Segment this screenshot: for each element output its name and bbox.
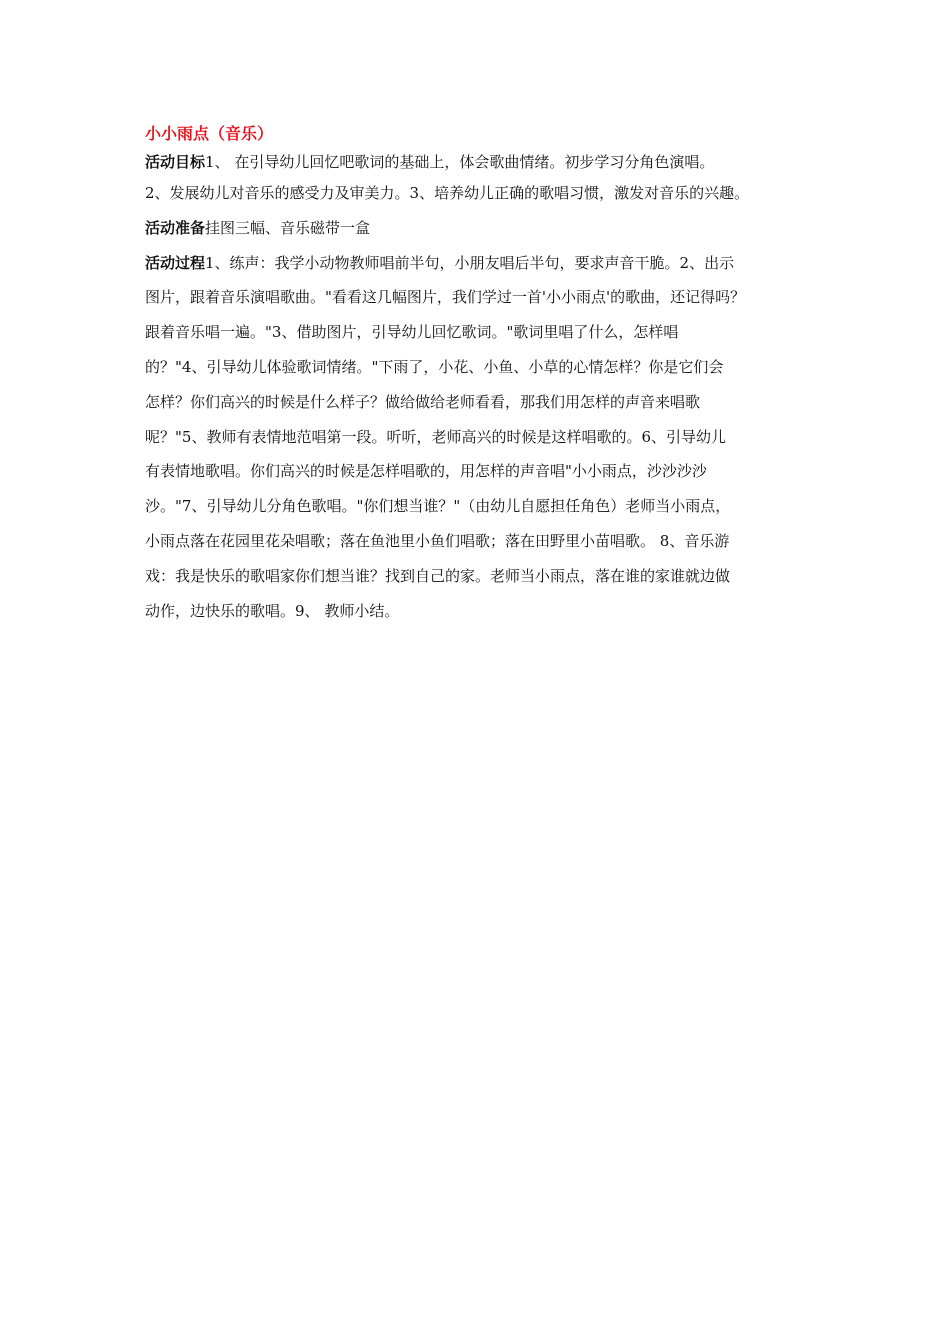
goals-label: 活动目标	[145, 153, 206, 171]
goals-line-1	[145, 148, 825, 176]
preparation-line	[145, 211, 825, 246]
process-line-6: 呢？"5、教师有表情地范唱第一段。听听，老师高兴的时候是这样唱歌的。6、引导幼儿	[145, 427, 726, 446]
document-body	[145, 120, 825, 628]
goals-line-2: 2、发展幼儿对音乐的感受力及审美力。3、培养幼儿正确的歌唱习惯，激发对音乐的兴趣。	[145, 184, 750, 202]
process-line-2: 图片，跟着音乐演唱歌曲。"看看这几幅图片，我们学过一首'小小雨点'的歌曲，还记得吗？	[145, 288, 746, 307]
goals-text-1: 1、 在引导幼儿回忆吧歌词的基础上，体会歌曲情绪。初步学习分角色演唱。	[205, 153, 715, 171]
process-line-5: 怎样？你们高兴的时候是什么样子？做给做给老师看看，那我们用怎样的声音来唱歌	[145, 392, 701, 411]
document-title: 小小雨点（音乐）	[145, 124, 274, 143]
preparation-label: 活动准备	[145, 218, 206, 237]
process-line-1	[145, 246, 825, 281]
process-line-4: 的？"4、引导幼儿体验歌词情绪。"下雨了，小花、小鱼、小草的心情怎样？你是它们会	[145, 357, 724, 376]
process-label: 活动过程	[145, 253, 206, 272]
process-line-11: 动作，边快乐的歌唱。9、 教师小结。	[145, 601, 400, 620]
process-line-7: 有表情地歌唱。你们高兴的时候是怎样唱歌的，用怎样的声音唱"小小雨点，沙沙沙沙	[145, 462, 707, 481]
process-line-8: 沙。"7、引导幼儿分角色歌唱。"你们想当谁？"（由幼儿自愿担任角色）老师当小雨点，	[145, 497, 731, 516]
process-text-1: 1、练声：我学小动物教师唱前半句，小朋友唱后半句，要求声音干脆。2、出示	[205, 253, 735, 272]
process-line-10: 戏：我是快乐的歌唱家你们想当谁？找到自己的家。老师当小雨点，落在谁的家谁就边做	[145, 566, 731, 585]
process-line-9: 小雨点落在花园里花朵唱歌；落在鱼池里小鱼们唱歌；落在田野里小苗唱歌。 8、音乐游	[145, 531, 730, 550]
preparation-text: 挂图三幅、音乐磁带一盒	[205, 218, 371, 237]
process-line-3: 跟着音乐唱一遍。"3、借助图片，引导幼儿回忆歌词。"歌词里唱了什么，怎样唱	[145, 323, 679, 342]
